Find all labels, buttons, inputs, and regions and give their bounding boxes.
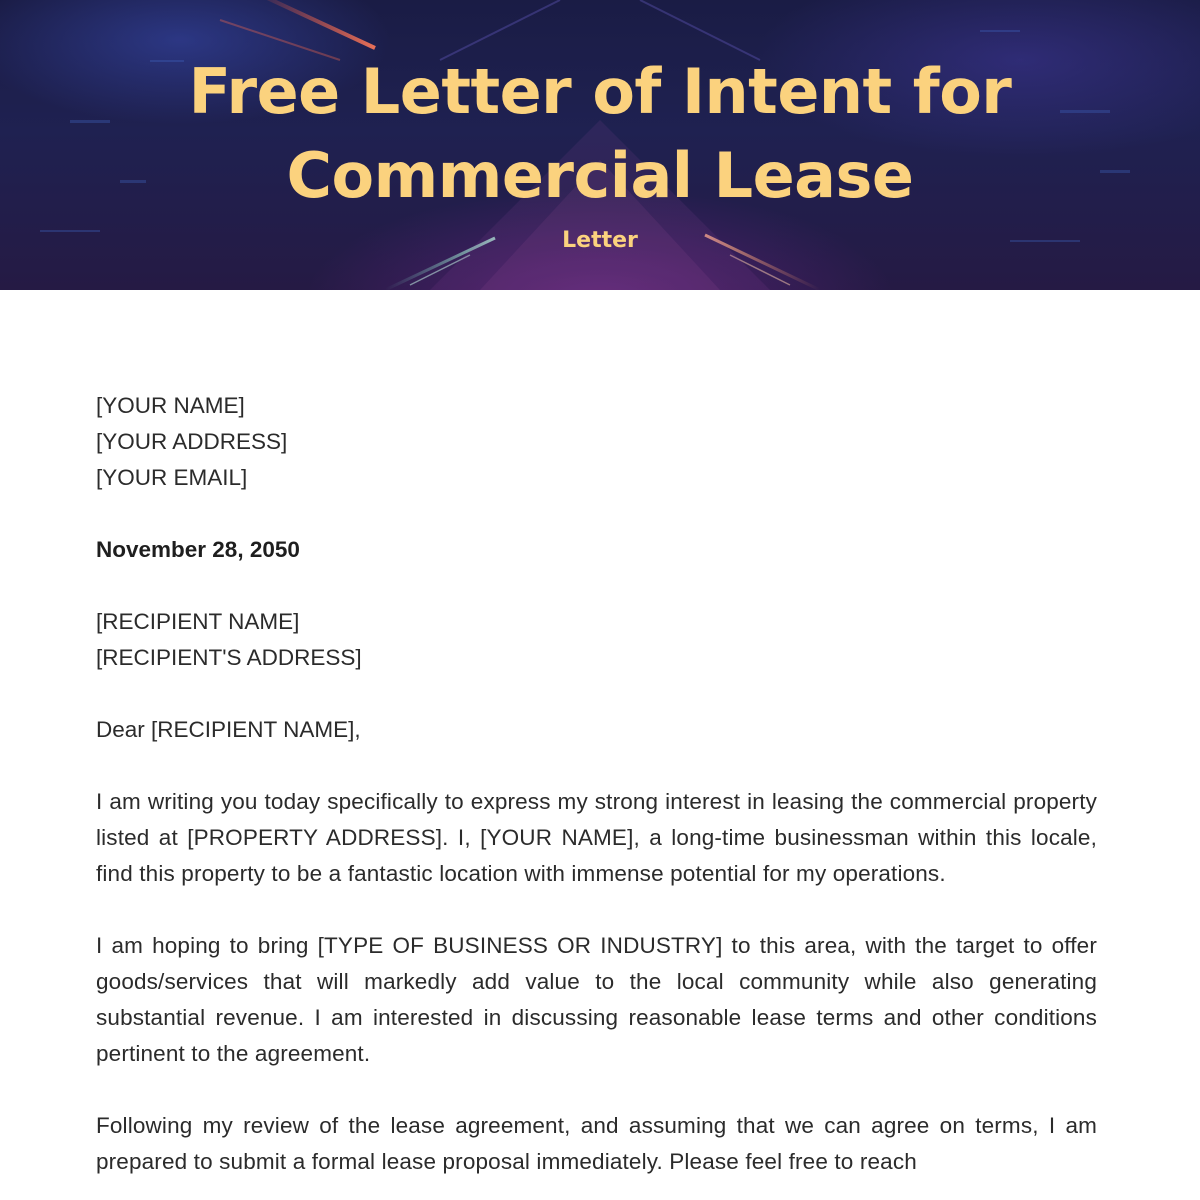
sender-address: [YOUR ADDRESS] xyxy=(96,429,288,454)
letter-date: November 28, 2050 xyxy=(96,537,300,562)
letter-body xyxy=(96,388,1097,1200)
date-block xyxy=(96,532,1097,568)
body-paragraph-2: I am hoping to bring [TYPE OF BUSINESS OR INDUSTRY] to this area, with the target to offer goods/services that will markedly add value to the local community while also generating substantial revenue. I am interested in discussing reasonable lease terms and other conditions pertinent to the agreement. xyxy=(96,933,1097,1066)
page-subtitle: Letter xyxy=(562,228,638,253)
recipient-name: [RECIPIENT NAME] xyxy=(96,609,300,634)
recipient-block xyxy=(96,604,1097,676)
body-paragraph-1: I am writing you today specifically to express my strong interest in leasing the commercial property listed at [PROPERTY ADDRESS]. I, [YOUR NAME], a long-time businessman within this locale, find this property to be a fantastic location with immense potential for my operations. xyxy=(96,789,1097,886)
salutation-block xyxy=(96,712,1097,748)
sender-email: [YOUR EMAIL] xyxy=(96,465,248,490)
sender-block xyxy=(96,388,1097,496)
body-paragraph-3: Following my review of the lease agreement, and assuming that we can agree on terms, I am prepared to submit a formal lease proposal immediately. Please feel free to reach xyxy=(96,1113,1097,1174)
sender-name: [YOUR NAME] xyxy=(96,393,245,418)
salutation: Dear [RECIPIENT NAME], xyxy=(96,717,361,742)
page-title: Free Letter of Intent for Commercial Lease xyxy=(188,55,1012,212)
recipient-address: [RECIPIENT'S ADDRESS] xyxy=(96,645,362,670)
header-banner xyxy=(0,0,1200,290)
